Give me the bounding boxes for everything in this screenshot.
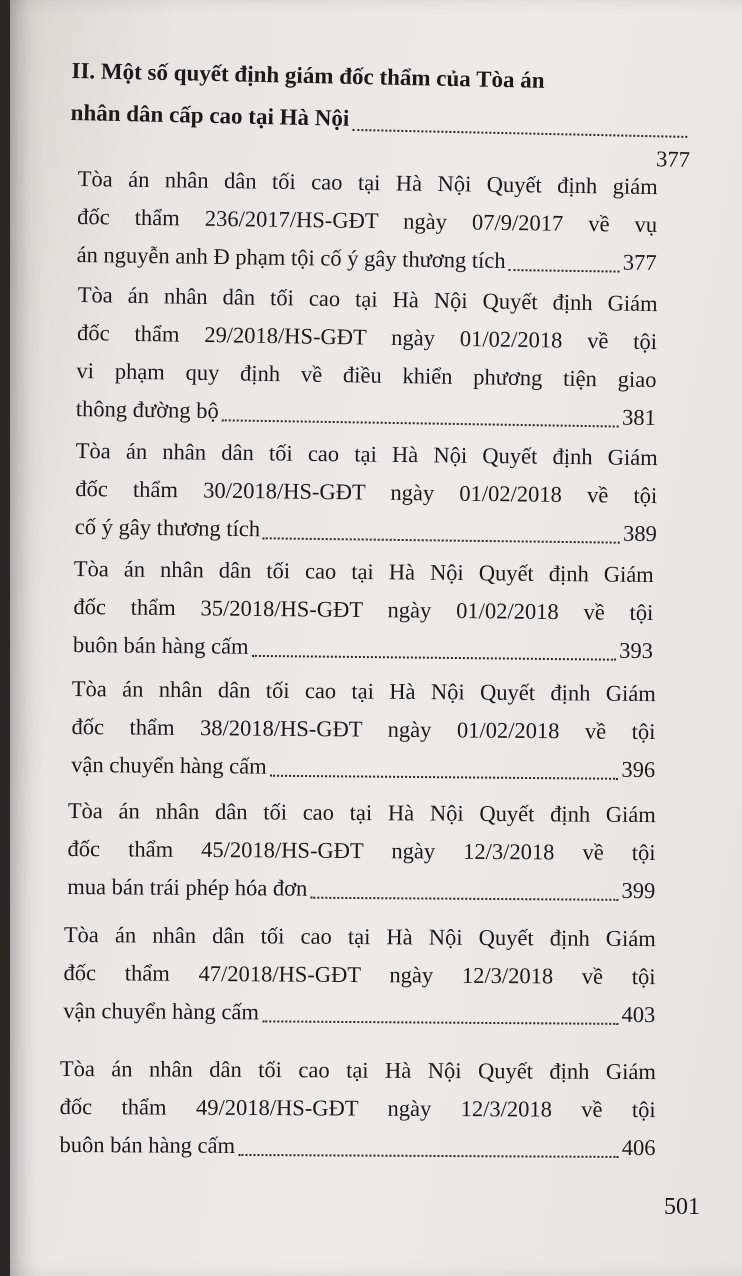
entry-line: đốc thẩm 49/2018/HS-GĐT ngày 12/3/2018 về tội (59, 1093, 656, 1123)
entry-line: Tòa án nhân dân tối cao tại Hà Nội Quyết định Giám (75, 437, 658, 471)
entry-page-number: 399 (621, 877, 656, 904)
dot-leader (222, 419, 619, 427)
entry-page-number: 403 (621, 1001, 656, 1028)
entry-line: Tòa án nhân dân tối cao tại Hà Nội Quyết định Giám (73, 555, 654, 588)
entry-last-line (59, 1126, 655, 1167)
dot-leader (509, 269, 620, 273)
entry-line: Tòa án nhân dân tối cao tại Hà Nội Quyết định Giám (77, 281, 658, 317)
entry-line: đốc thẩm 38/2018/HS-GĐT ngày 01/02/2018 về tội (71, 713, 656, 745)
entry-page-number: 406 (621, 1134, 656, 1161)
entry-last-line (73, 626, 653, 670)
entry-last-text: thông đường bộ (75, 395, 219, 424)
dot-leader (263, 537, 620, 543)
dot-leader (238, 1154, 619, 1158)
entry-last-text: cố ý gây thương tích (74, 513, 261, 542)
section-title-line1: II. Một số quyết định giám đốc thẩm của Tòa án (71, 57, 545, 93)
entry-last-line (63, 992, 655, 1034)
toc-entry (71, 670, 656, 789)
entry-line: đốc thẩm 45/2018/HS-GĐT ngày 12/3/2018 về tội (67, 835, 656, 866)
entry-last-text: vận chuyển hàng cấm (63, 997, 259, 1025)
entry-last-text: buôn bán hàng cấm (59, 1131, 236, 1158)
toc-entry (73, 550, 654, 670)
toc-entry (63, 916, 656, 1034)
entry-page-number: 381 (621, 404, 657, 431)
entry-line: Tòa án nhân dân tối cao tại Hà Nội Quyết định Giám (67, 797, 656, 828)
entry-line: đốc thẩm 29/2018/HS-GĐT ngày 01/02/2018 về tội (76, 319, 658, 355)
entry-line: Tòa án nhân dân tối cao tại Hà Nội Quyết định giám (77, 165, 658, 200)
page-number: 501 (664, 1194, 700, 1220)
dot-leader (310, 897, 618, 901)
toc-entry (59, 1050, 656, 1167)
entry-line: Tòa án nhân dân tối cao tại Hà Nội Quyết định Giám (63, 921, 656, 952)
toc-entry (76, 160, 658, 282)
section-page-number: 377 (655, 146, 691, 172)
dot-leader (270, 775, 619, 780)
entry-last-text: mua bán trái phép hóa đơn (67, 873, 308, 901)
entry-line: đốc thẩm 47/2018/HS-GĐT ngày 12/3/2018 về tội (63, 959, 656, 990)
entry-line: đốc thẩm 35/2018/HS-GĐT ngày 01/02/2018 về tội (73, 593, 654, 626)
book-page (10, 0, 742, 1276)
entry-line: vi phạm quy định về điều khiển phương tiện giao (76, 357, 657, 393)
entry-page-number: 377 (622, 249, 657, 276)
toc-entry (76, 276, 658, 437)
toc-entry (67, 792, 656, 910)
entry-line: Tòa án nhân dân tối cao tại Hà Nội Quyết định Giám (59, 1055, 656, 1085)
entry-last-line (71, 746, 655, 789)
entry-page-number: 389 (622, 520, 657, 547)
entry-line: Tòa án nhân dân tối cao tại Hà Nội Quyết định Giám (71, 675, 656, 707)
section-title-line2: nhân dân cấp cao tại Hà Nội (70, 99, 350, 131)
entry-last-line (75, 508, 657, 553)
entry-last-line (67, 868, 655, 910)
dot-leader (262, 1020, 619, 1024)
toc-entry (75, 432, 658, 553)
entry-last-text: án nguyễn anh Đ phạm tội cố ý gây thương tích (76, 241, 506, 273)
entry-line: đốc thẩm 30/2018/HS-GĐT ngày 01/02/2018 về tội (75, 475, 658, 509)
entry-line: đốc thẩm 236/2017/HS-GĐT ngày 07/9/2017 về vụ (77, 203, 658, 238)
entry-last-line (76, 236, 656, 282)
entry-page-number: 393 (619, 637, 654, 664)
entry-page-number: 396 (621, 756, 656, 783)
dot-leader (251, 655, 616, 661)
entry-last-text: vận chuyển hàng cấm (71, 751, 267, 779)
entry-last-text: buôn bán hàng cấm (72, 631, 249, 659)
